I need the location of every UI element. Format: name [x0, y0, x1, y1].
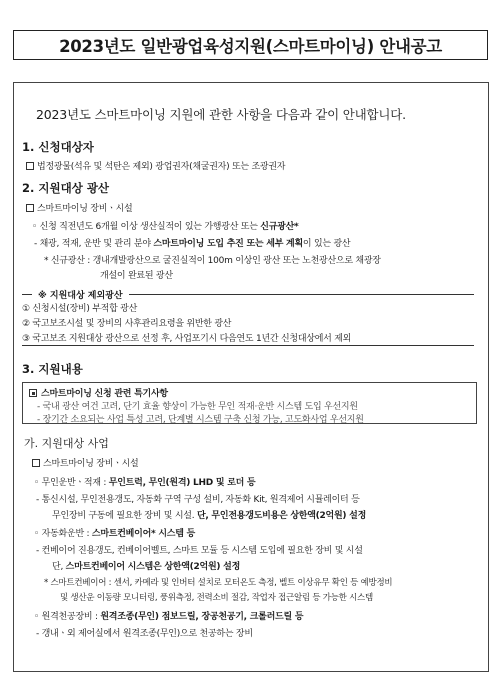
- business-2-line-2-pre: 단,: [52, 562, 66, 572]
- filled-square-icon: [29, 389, 37, 397]
- section2-heading: 2. 지원대상 광산: [22, 181, 110, 195]
- criterion-2-pre: - 채광, 적재, 운반 및 관리 분야: [34, 239, 154, 249]
- exclude-title: ※ 지원대상 제외광산: [32, 288, 129, 301]
- exclude-item-2: ② 국고보조시설 및 장비의 사후관리요령을 위반한 광산: [22, 319, 232, 329]
- business-3-pre: ◦ 원격천공장비 :: [34, 612, 101, 622]
- business-2-line-1: - 컨베이어 진용갱도, 컨베이어벨트, 스마트 모듈 등 시스템 도입에 필요한 장비 및 시설: [36, 546, 363, 556]
- checkbox-square-icon: [26, 204, 34, 212]
- section3-sub: [32, 456, 139, 469]
- special-note-2: - 장기간 소요되는 사업 특성 고려, 단계별 시스템 구축 신청 가능, 고도화사업 우선지원: [37, 415, 364, 425]
- business-2: [34, 526, 195, 539]
- special-notes-box: [22, 382, 477, 424]
- business-2-note-2: 및 생산운 이동량 모니터링, 풍위측정, 전력소비 절감, 작업자 접근알림 등 가능한 시스템: [60, 593, 373, 603]
- section2-sub-text: 스마트마이닝 장비ㆍ시설: [37, 204, 133, 214]
- business-1-line-2: [52, 508, 366, 521]
- business-3-line-1: - 갱내ㆍ외 제어실에서 원격조종(무인)으로 천공하는 장비: [36, 629, 253, 639]
- business-2-bold: 스마트컨베이어* 시스템 등: [91, 529, 196, 539]
- business-1-line-1: - 통신시설, 무인전용갱도, 자동화 구역 구성 설비, 자동화 Kit, 원격제어 시뮬레이터 등: [36, 495, 360, 505]
- announcement-body: [13, 82, 489, 672]
- business-2-line-2: [52, 559, 240, 572]
- section3-sub-text: 스마트마이닝 장비ㆍ시설: [43, 459, 139, 469]
- section2-note-2: 개설이 완료된 광산: [100, 271, 173, 281]
- business-1-line-2-bold: 단, 무인전용갱도비용은 상한액(2억원) 설정: [196, 511, 367, 521]
- page-title: 2023년도 일반광업육성지원(스마트마이닝) 안내공고: [59, 37, 442, 56]
- section1-item-text: 법정광물(석유 및 석탄은 제외) 광업권자(채굴권자) 또는 조광권자: [37, 162, 286, 172]
- criterion-1-bold: 신규광산*: [260, 222, 299, 232]
- section2-sub: [26, 201, 133, 214]
- title-box: [13, 30, 488, 60]
- special-note-1: - 국내 광산 여건 고려, 단기 효율 향상이 가능한 무인 적재·운반 시스템 도입 우선지원: [37, 402, 358, 412]
- criterion-2-bold: 스마트마이닝 도입 추진 또는 세부 계획: [153, 239, 303, 249]
- exclude-box: [22, 291, 474, 346]
- intro-text: 2023년도 스마트마이닝 지원에 관한 사항을 다음과 같이 안내합니다.: [36, 107, 406, 122]
- business-3-bold: 원격조종(무인) 점보드릴, 장공천공기, 크롤러드릴 등: [100, 612, 304, 622]
- special-notes-title: [29, 386, 168, 399]
- business-3: [34, 609, 303, 622]
- checkbox-square-icon: [26, 162, 34, 170]
- business-1-bold: 무인트럭, 무인(원격) LHD 및 로더 등: [108, 478, 256, 488]
- section1-item: [26, 159, 285, 172]
- business-2-note-1: * 스마트컨베이어 : 센서, 카메라 및 인버터 설치로 모터온도 측정, 벨트 이상유무 확인 등 예방정비: [44, 578, 393, 588]
- business-1-pre: ◦ 무인운반ㆍ적재 :: [34, 478, 109, 488]
- section2-note-1: * 신규광산 : 갱내개발광산으로 굴진실적이 100m 이상인 광산 또는 노천광산으로 채광장: [44, 256, 381, 266]
- section3-heading: 3. 지원내용: [22, 362, 83, 376]
- business-2-pre: ◦ 자동화운반 :: [34, 529, 92, 539]
- criterion-2-post: 이 있는 광산: [302, 239, 351, 249]
- exclude-item-3: ③ 국고보조 지원대상 광산으로 선정 후, 사업포기시 다음연도 1년간 신청대상에서 제외: [22, 334, 352, 344]
- subsection-ga: 가. 지원대상 사업: [24, 437, 109, 450]
- special-notes-title-text: 스마트마이닝 신청 관련 특기사항: [41, 389, 168, 399]
- checkbox-square-icon: [32, 459, 40, 467]
- section2-criterion-1: [32, 219, 298, 232]
- exclude-item-1: ① 신청시설(장비) 부적합 광산: [22, 304, 138, 314]
- business-1-line-2-pre: 무인장비 구동에 필요한 장비 및 시설.: [52, 511, 197, 521]
- business-2-line-2-bold: 스마트컨베이어 시스템은 상한액(2억원) 설정: [65, 562, 241, 572]
- section1-heading: 1. 신청대상자: [22, 140, 94, 154]
- business-1: [34, 475, 255, 488]
- section2-criterion-2: [34, 236, 350, 249]
- criterion-1-text: ◦ 신청 직전년도 6개월 이상 생산실적이 있는 가행광산 또는: [32, 222, 261, 232]
